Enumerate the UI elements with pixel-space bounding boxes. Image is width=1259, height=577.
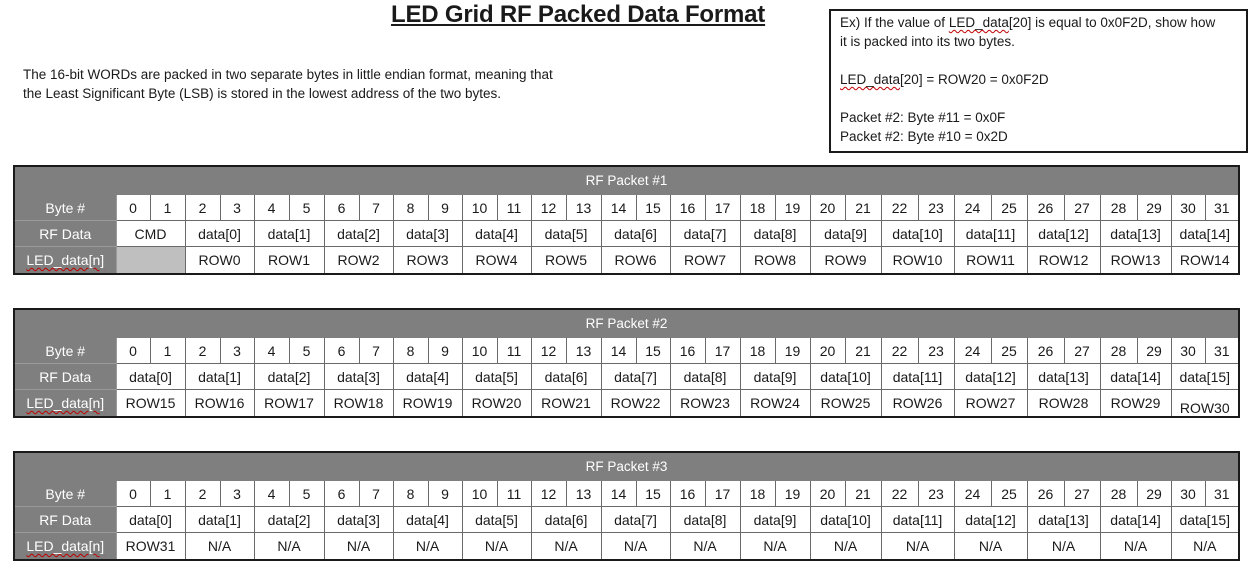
- rf-data-cell: data[7]: [601, 364, 670, 390]
- byte-cell: 25: [991, 338, 1027, 364]
- rf-data-cell: data[8]: [740, 221, 810, 247]
- row-label-rf-data: RF Data: [14, 507, 116, 533]
- byte-cell: 22: [881, 481, 918, 507]
- rf-data-cell: data[13]: [1100, 221, 1171, 247]
- led-data-cell: ROW22: [601, 390, 670, 418]
- row-label-led-data: LED_data[n]: [14, 390, 116, 418]
- led-data-cell: ROW14: [1171, 247, 1239, 275]
- row-label-rf-data: RF Data: [14, 221, 116, 247]
- packet-title: RF Packet #2: [14, 309, 1239, 338]
- row-label-byte: Byte #: [14, 195, 116, 221]
- byte-cell: 29: [1137, 481, 1171, 507]
- byte-cell: 12: [531, 481, 566, 507]
- byte-cell: 2: [185, 195, 220, 221]
- byte-cell: 26: [1027, 195, 1064, 221]
- byte-cell: 3: [220, 338, 254, 364]
- byte-cell: 5: [289, 195, 324, 221]
- example-line: LED_data[20] = ROW20 = 0x0F2D: [840, 72, 1049, 87]
- byte-cell: 5: [289, 481, 324, 507]
- byte-cell: 18: [740, 195, 775, 221]
- rf-data-cell: data[1]: [185, 507, 254, 533]
- byte-cell: 14: [601, 481, 636, 507]
- byte-cell: 19: [775, 481, 810, 507]
- led-data-cell: ROW29: [1100, 390, 1171, 418]
- led-data-cell: ROW2: [324, 247, 393, 275]
- byte-cell: 1: [150, 195, 185, 221]
- example-line: Packet #2: Byte #11 = 0x0F: [840, 110, 1006, 125]
- led-data-cell: ROW11: [954, 247, 1027, 275]
- byte-cell: 19: [775, 195, 810, 221]
- led-data-cell: N/A: [1171, 533, 1239, 561]
- led-data-cell: ROW20: [462, 390, 531, 418]
- byte-cell: 0: [116, 195, 150, 221]
- byte-cell: 26: [1027, 481, 1064, 507]
- led-data-cell: N/A: [601, 533, 670, 561]
- packet-table-1: [13, 165, 1240, 275]
- rf-data-cell: data[11]: [954, 221, 1027, 247]
- byte-cell: 1: [150, 338, 185, 364]
- byte-cell: 16: [670, 481, 705, 507]
- byte-cell: 23: [918, 338, 954, 364]
- byte-cell: 21: [845, 338, 881, 364]
- led-data-cell: ROW5: [531, 247, 601, 275]
- led-data-cell: N/A: [185, 533, 254, 561]
- byte-cell: 6: [324, 195, 359, 221]
- byte-cell: 17: [705, 481, 740, 507]
- led-data-cell: N/A: [462, 533, 531, 561]
- byte-cell: 17: [705, 338, 740, 364]
- byte-cell: 3: [220, 481, 254, 507]
- byte-cell: 29: [1137, 195, 1171, 221]
- byte-cell: 10: [462, 195, 497, 221]
- byte-cell: 25: [991, 481, 1027, 507]
- led-data-cell: N/A: [393, 533, 462, 561]
- rf-data-cell: data[9]: [740, 507, 810, 533]
- byte-cell: 12: [531, 195, 566, 221]
- row-label-led-data: LED_data[n]: [14, 533, 116, 561]
- led-data-cell: ROW3: [393, 247, 462, 275]
- byte-cell: 14: [601, 195, 636, 221]
- example-line: it is packed into its two bytes.: [840, 34, 1015, 49]
- row-label-byte: Byte #: [14, 338, 116, 364]
- led-data-cell: ROW27: [954, 390, 1027, 418]
- byte-cell: 16: [670, 195, 705, 221]
- byte-cell: 28: [1100, 481, 1137, 507]
- packet-table-3: [13, 451, 1240, 561]
- row-label-byte: Byte #: [14, 481, 116, 507]
- intro-text: [23, 65, 623, 103]
- rf-data-cell: data[2]: [254, 364, 324, 390]
- rf-data-cell: data[12]: [954, 364, 1027, 390]
- rf-data-cell: data[0]: [185, 221, 254, 247]
- byte-cell: 6: [324, 338, 359, 364]
- rf-data-cell: data[2]: [324, 221, 393, 247]
- led-data-cell: ROW26: [881, 390, 954, 418]
- intro-line: The 16-bit WORDs are packed in two separate bytes in little endian format, meaning that: [23, 67, 553, 82]
- rf-data-cell: data[14]: [1171, 221, 1239, 247]
- rf-data-cell: data[10]: [810, 364, 881, 390]
- byte-cell: 21: [845, 481, 881, 507]
- rf-data-cell: CMD: [116, 221, 185, 247]
- byte-cell: 25: [991, 195, 1027, 221]
- led-data-cell: ROW18: [324, 390, 393, 418]
- rf-data-cell: data[10]: [810, 507, 881, 533]
- byte-cell: 7: [359, 195, 393, 221]
- byte-cell: 13: [566, 338, 601, 364]
- led-data-cell: N/A: [1100, 533, 1171, 561]
- byte-cell: 27: [1064, 338, 1100, 364]
- byte-cell: 1: [150, 481, 185, 507]
- intro-line: the Least Significant Byte (LSB) is stored in the lowest address of the two bytes.: [23, 86, 501, 101]
- byte-cell: 16: [670, 338, 705, 364]
- byte-cell: 24: [954, 195, 991, 221]
- byte-cell: 9: [428, 338, 462, 364]
- byte-cell: 9: [428, 481, 462, 507]
- byte-cell: 21: [845, 195, 881, 221]
- byte-cell: 13: [566, 195, 601, 221]
- rf-data-cell: data[1]: [185, 364, 254, 390]
- byte-cell: 20: [810, 338, 845, 364]
- byte-cell: 28: [1100, 338, 1137, 364]
- byte-cell: 7: [359, 338, 393, 364]
- byte-cell: 28: [1100, 195, 1137, 221]
- byte-cell: 15: [636, 195, 670, 221]
- led-data-cell: N/A: [1027, 533, 1100, 561]
- led-data-cell: ROW10: [881, 247, 954, 275]
- rf-data-cell: data[6]: [601, 221, 670, 247]
- byte-cell: 4: [254, 481, 289, 507]
- led-data-cell: ROW28: [1027, 390, 1100, 418]
- byte-cell: 26: [1027, 338, 1064, 364]
- byte-cell: 17: [705, 195, 740, 221]
- byte-cell: 18: [740, 481, 775, 507]
- led-data-cell: ROW0: [185, 247, 254, 275]
- led-data-cell: ROW17: [254, 390, 324, 418]
- rf-data-cell: data[2]: [254, 507, 324, 533]
- rf-data-cell: data[12]: [1027, 221, 1100, 247]
- led-data-cell: N/A: [810, 533, 881, 561]
- led-data-cell: N/A: [740, 533, 810, 561]
- led-data-cell: ROW23: [670, 390, 740, 418]
- led-data-cell: N/A: [254, 533, 324, 561]
- byte-cell: 0: [116, 338, 150, 364]
- byte-cell: 31: [1205, 481, 1239, 507]
- byte-cell: 15: [636, 338, 670, 364]
- byte-cell: 11: [497, 481, 531, 507]
- rf-data-cell: data[4]: [393, 507, 462, 533]
- led-data-cell: ROW19: [393, 390, 462, 418]
- byte-cell: 6: [324, 481, 359, 507]
- led-data-cell: ROW13: [1100, 247, 1171, 275]
- led-data-cell: ROW15: [116, 390, 185, 418]
- rf-data-cell: data[7]: [601, 507, 670, 533]
- byte-cell: 22: [881, 338, 918, 364]
- byte-cell: 5: [289, 338, 324, 364]
- led-data-cell: ROW21: [531, 390, 601, 418]
- led-data-cell: N/A: [670, 533, 740, 561]
- rf-data-cell: data[8]: [670, 364, 740, 390]
- packet-table-2: [13, 308, 1240, 418]
- rf-data-cell: data[5]: [462, 364, 531, 390]
- led-data-cell: N/A: [531, 533, 601, 561]
- led-data-cell: N/A: [954, 533, 1027, 561]
- byte-cell: 30: [1171, 481, 1205, 507]
- led-data-cell: ROW9: [810, 247, 881, 275]
- rf-data-cell: data[14]: [1100, 364, 1171, 390]
- byte-cell: 10: [462, 338, 497, 364]
- led-data-cell: ROW7: [670, 247, 740, 275]
- led-data-cell: N/A: [324, 533, 393, 561]
- rf-data-cell: data[0]: [116, 364, 185, 390]
- byte-cell: 20: [810, 195, 845, 221]
- led-data-cell: ROW16: [185, 390, 254, 418]
- rf-data-cell: data[4]: [393, 364, 462, 390]
- led-data-cell: ROW30: [1171, 390, 1239, 418]
- rf-data-cell: data[10]: [881, 221, 954, 247]
- byte-cell: 8: [393, 481, 428, 507]
- led-data-cell: ROW8: [740, 247, 810, 275]
- rf-data-cell: data[11]: [881, 507, 954, 533]
- packet-title: RF Packet #1: [14, 166, 1239, 195]
- rf-data-cell: data[3]: [393, 221, 462, 247]
- byte-cell: 2: [185, 338, 220, 364]
- rf-data-cell: data[5]: [531, 221, 601, 247]
- byte-cell: 0: [116, 481, 150, 507]
- rf-data-cell: data[4]: [462, 221, 531, 247]
- byte-cell: 30: [1171, 195, 1205, 221]
- rf-data-cell: data[9]: [740, 364, 810, 390]
- byte-cell: 22: [881, 195, 918, 221]
- byte-cell: 10: [462, 481, 497, 507]
- rf-data-cell: data[3]: [324, 507, 393, 533]
- byte-cell: 29: [1137, 338, 1171, 364]
- row-label-led-data: LED_data[n]: [14, 247, 116, 275]
- led-data-cell: ROW6: [601, 247, 670, 275]
- rf-data-cell: data[14]: [1100, 507, 1171, 533]
- rf-data-cell: data[8]: [670, 507, 740, 533]
- example-box: [829, 9, 1248, 153]
- byte-cell: 18: [740, 338, 775, 364]
- rf-data-cell: data[1]: [254, 221, 324, 247]
- byte-cell: 13: [566, 481, 601, 507]
- row-label-rf-data: RF Data: [14, 364, 116, 390]
- led-data-cell: ROW4: [462, 247, 531, 275]
- byte-cell: 30: [1171, 338, 1205, 364]
- byte-cell: 19: [775, 338, 810, 364]
- page-title: LED Grid RF Packed Data Format: [391, 1, 766, 28]
- packet-title: RF Packet #3: [14, 452, 1239, 481]
- byte-cell: 7: [359, 481, 393, 507]
- byte-cell: 20: [810, 481, 845, 507]
- rf-data-cell: data[12]: [954, 507, 1027, 533]
- led-data-cell: N/A: [881, 533, 954, 561]
- byte-cell: 12: [531, 338, 566, 364]
- example-line: Ex) If the value of LED_data[20] is equal to 0x0F2D, show how: [840, 15, 1216, 30]
- rf-data-cell: data[0]: [116, 507, 185, 533]
- rf-data-cell: data[6]: [531, 364, 601, 390]
- led-data-cell: ROW31: [116, 533, 185, 561]
- byte-cell: 14: [601, 338, 636, 364]
- byte-cell: 11: [497, 338, 531, 364]
- rf-data-cell: data[6]: [531, 507, 601, 533]
- byte-cell: 9: [428, 195, 462, 221]
- byte-cell: 2: [185, 481, 220, 507]
- byte-cell: 27: [1064, 481, 1100, 507]
- led-data-cell: ROW25: [810, 390, 881, 418]
- byte-cell: 24: [954, 338, 991, 364]
- rf-data-cell: data[3]: [324, 364, 393, 390]
- rf-data-cell: data[7]: [670, 221, 740, 247]
- rf-data-cell: data[13]: [1027, 507, 1100, 533]
- byte-cell: 27: [1064, 195, 1100, 221]
- rf-data-cell: data[15]: [1171, 364, 1239, 390]
- rf-data-cell: data[5]: [462, 507, 531, 533]
- byte-cell: 11: [497, 195, 531, 221]
- byte-cell: 23: [918, 481, 954, 507]
- byte-cell: 31: [1205, 195, 1239, 221]
- byte-cell: 24: [954, 481, 991, 507]
- byte-cell: 23: [918, 195, 954, 221]
- byte-cell: 15: [636, 481, 670, 507]
- byte-cell: 3: [220, 195, 254, 221]
- rf-data-cell: data[15]: [1171, 507, 1239, 533]
- rf-data-cell: data[11]: [881, 364, 954, 390]
- byte-cell: 8: [393, 338, 428, 364]
- byte-cell: 31: [1205, 338, 1239, 364]
- rf-data-cell: data[9]: [810, 221, 881, 247]
- rf-data-cell: data[13]: [1027, 364, 1100, 390]
- led-data-cell: ROW24: [740, 390, 810, 418]
- byte-cell: 4: [254, 338, 289, 364]
- led-data-cell: [116, 247, 185, 275]
- led-data-cell: ROW12: [1027, 247, 1100, 275]
- led-data-cell: ROW1: [254, 247, 324, 275]
- byte-cell: 8: [393, 195, 428, 221]
- example-line: Packet #2: Byte #10 = 0x2D: [840, 129, 1008, 144]
- byte-cell: 4: [254, 195, 289, 221]
